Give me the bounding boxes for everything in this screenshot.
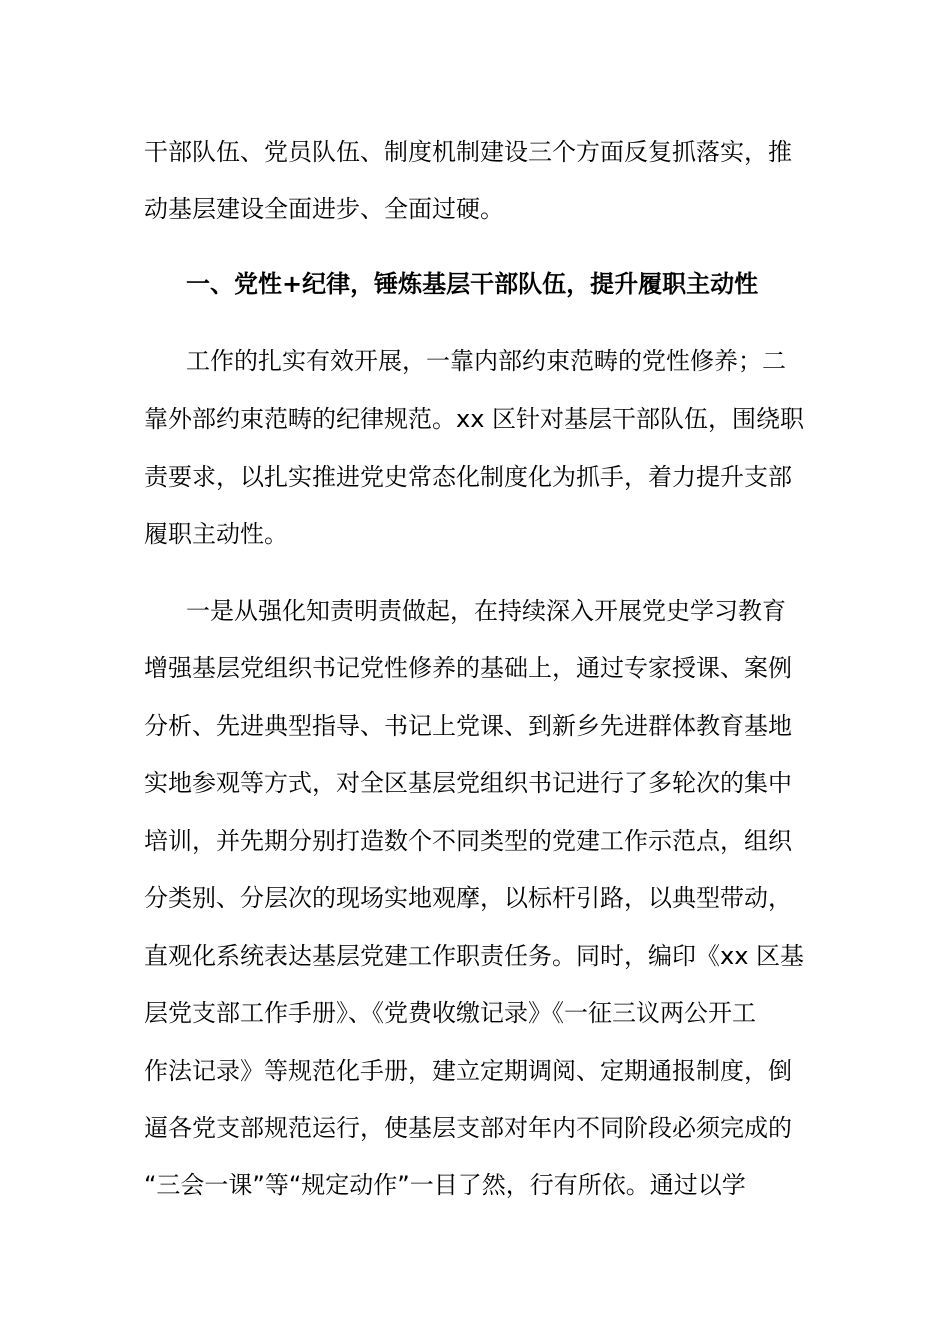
paragraph-1-line-2: 动基层建设全面进步、全面过硬。 [144,195,504,223]
paragraph-3-line-5: 培训，并先期分别打造数个不同类型的党建工作示范点，组织 [144,827,792,855]
paragraph-3-line-7: 直观化系统表达基层党建工作职责任务。同时，编印《xx 区基 [144,942,805,970]
paragraph-3-line-9: 作法记录》等规范化手册，建立定期调阅、定期通报制度，倒 [144,1057,792,1085]
paragraph-3-line-2: 增强基层党组织书记党性修养的基础上，通过专家授课、案例 [144,654,792,682]
paragraph-3-line-1: 一是从强化知责明责做起，在持续深入开展党史学习教育 [186,597,786,625]
paragraph-3-line-6: 分类别、分层次的现场实地观摩，以标杆引路，以典型带动， [144,884,792,912]
paragraph-1-line-1: 干部队伍、党员队伍、制度机制建设三个方面反复抓落实，推 [144,138,792,166]
paragraph-3-line-10: 逼各党支部规范运行，使基层支部对年内不同阶段必须完成的 [144,1114,792,1142]
paragraph-3-line-3: 分析、先进典型指导、书记上党课、到新乡先进群体教育基地 [144,712,792,740]
paragraph-2-line-2: 靠外部约束范畴的纪律规范。xx 区针对基层干部队伍，围绕职 [144,405,805,433]
paragraph-2-line-4: 履职主动性。 [144,520,288,548]
paragraph-2-line-3: 责要求，以扎实推进党史常态化制度化为抓手，着力提升支部 [144,463,792,491]
paragraph-3-line-8: 层党支部工作手册》、《党费收缴记录》《一征三议两公开工 [144,999,756,1027]
section-heading: 一、党性+纪律，锤炼基层干部队伍，提升履职主动性 [186,270,759,298]
paragraph-2-line-1: 工作的扎实有效开展，一靠内部约束范畴的党性修养；二 [186,347,786,375]
paragraph-3-line-11: “三会一课”等“规定动作”一目了然，行有所依。通过以学 [144,1171,746,1199]
paragraph-3-line-4: 实地参观等方式，对全区基层党组织书记进行了多轮次的集中 [144,769,792,797]
